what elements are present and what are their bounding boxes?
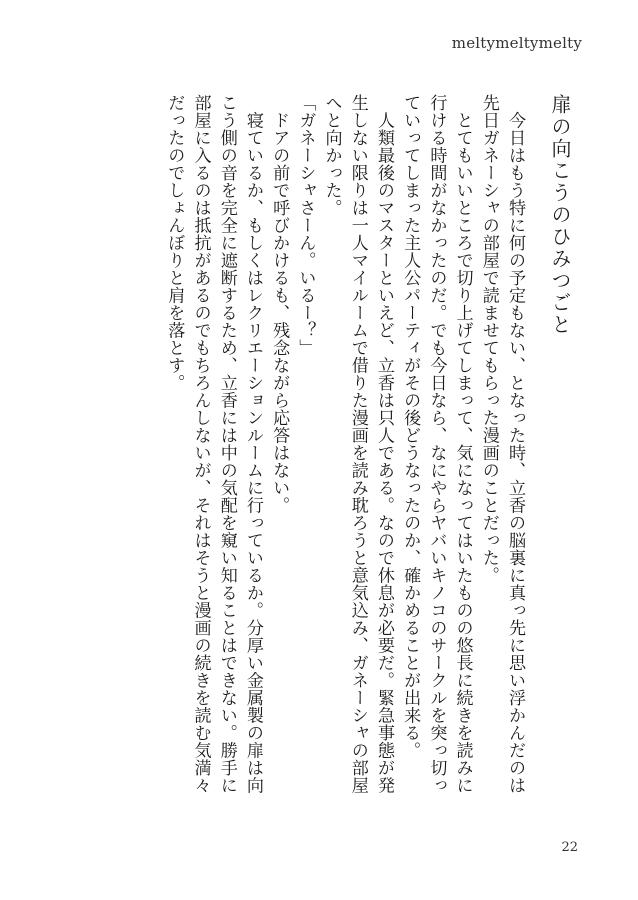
dialogue-line: 「ガネーシャさーん。いるー？」 [295, 94, 316, 357]
running-header-title: meltymeltymelty [451, 34, 582, 52]
paragraph: とてもいいところで切り上げてしまって、気になってはいたものの悠長に続きを読みに行ける時間がなかったのだ。でも今日なら、なにやらヤバいキノコのサークルを突っ切っていってしまった主人公パーティがその後どうなったのか、確かめることが出来る。 [400, 94, 473, 794]
page-number: 22 [561, 840, 578, 855]
paragraph: 人類最後のマスターといえど、立香は只人である。なので休息が必要だ。緊急事態が発生しない限りは一人マイルームで借りた漫画を読み耽ろうと意気込み、ガネーシャの部屋へと向かった。 [321, 94, 394, 794]
paragraph: 寝ているか、もしくはレクリエーションルームに行っているか。分厚い金属製の扉は向こう側の音を完全に遮断するため、立香には中の気配を窺い知ることはできない。勝手に部屋に入るのは抵抗があるのでもちろんしないが、それはそうと漫画の続きを読む気満々だったのでしょんぼりと肩を落とす。 [164, 94, 263, 794]
paragraph: ドアの前で呼びかけるも、残念ながら応答はない。 [269, 94, 290, 514]
chapter-title: 扉の向こうのひみつごと [548, 94, 572, 336]
vertical-text-column [108, 94, 574, 810]
body-text-frame [108, 94, 574, 810]
paragraph: 今日はもう特に何の予定もない、となった時、立香の脳裏に真っ先に思い浮かんだのは先日ガネーシャの部屋で読ませてもらった漫画のことだった。 [478, 94, 525, 794]
